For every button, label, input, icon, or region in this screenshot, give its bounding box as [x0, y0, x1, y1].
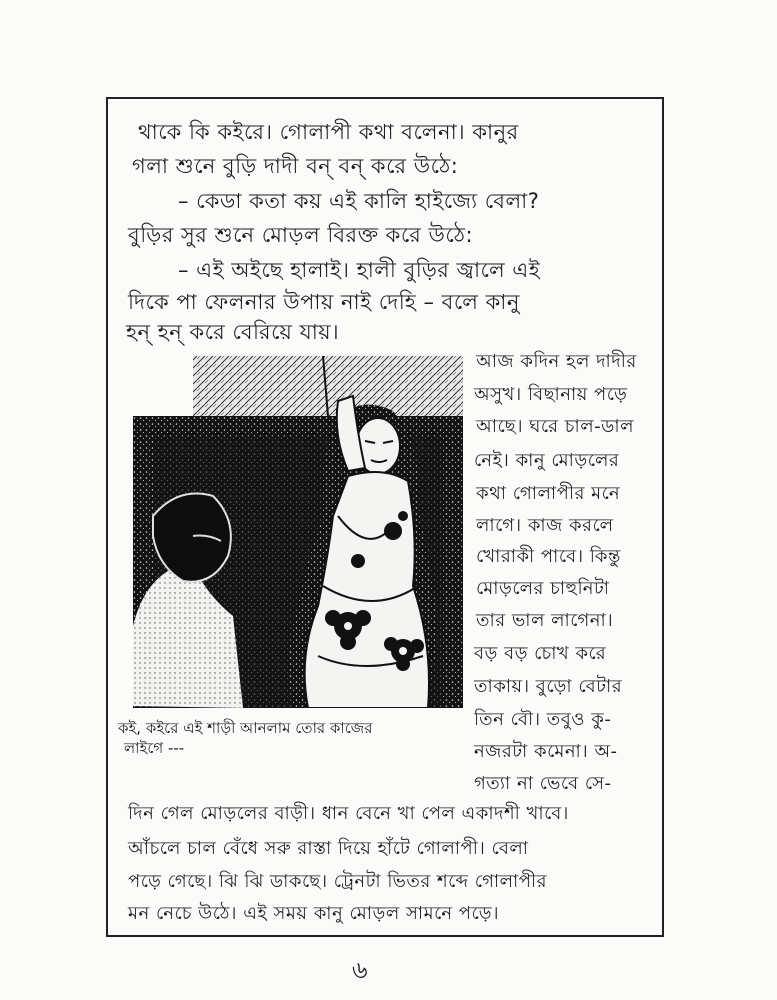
text-line-1: থাকে কি কইরে। গোলাপী কথা বলেনা। কানুর: [138, 120, 519, 144]
side-line-7: খোরাকী পাবে। কিন্তু: [476, 546, 621, 567]
side-line-12: তিন বৌ। তবুও কু-: [474, 709, 612, 730]
side-line-14: গত্যা না ভেবে সে-: [474, 773, 612, 794]
side-line-2: অসুখ। বিছানায় পড়ে: [474, 384, 628, 405]
side-line-11: তাকায়। বুড়ো বেটার: [474, 676, 623, 697]
text-line-3: – কেডা কতা কয় এই কালি হাইজ্যে বেলা?: [178, 189, 540, 213]
text-line-4: বুড়ির সুর শুনে মোড়ল বিরক্ত করে উঠে:: [128, 223, 474, 247]
bottom-line-2: আঁচলে চাল বেঁধে সরু রাস্তা দিয়ে হাঁটে গোলাপী। বেলা: [128, 838, 529, 859]
side-line-8: মোড়লের চাহুনিটা: [476, 578, 610, 599]
side-line-10: বড় বড় চোখ করে: [474, 643, 607, 664]
page-number: ৬: [352, 956, 368, 984]
side-line-9: তার ভাল লাগেনা।: [476, 610, 614, 631]
bottom-line-1: দিন গেল মোড়লের বাড়ী। ধান বেনে খা পেল একাদশী খাবে।: [128, 803, 569, 824]
side-line-4: নেই। কানু মোড়লের: [474, 450, 620, 471]
side-line-13: নজরটা কমেনা। অ-: [474, 741, 618, 762]
side-line-5: কথা গোলাপীর মনে: [476, 483, 621, 504]
text-line-5: – এই অইছে হালাই। হালী বুড়ির জ্বালে এই: [178, 258, 541, 282]
bottom-line-4: মন নেচে উঠে। এই সময় কানু মোড়ল সামনে পড়ে।: [128, 903, 500, 924]
text-line-6: দিকে পা ফেলনার উপায় নাই দেহি – বলে কানু: [128, 290, 520, 314]
side-line-1: আজ কদিন হল দাদীর: [476, 351, 637, 372]
bottom-line-3: পড়ে গেছে। ঝি ঝি ডাকছে। ট্রেনটা ভিতর শব্দে গোলাপীর: [128, 871, 548, 892]
caption-line-2: লাইগে ---: [124, 739, 185, 757]
text-line-2: গলা শুনে বুড়ি দাদী বন্ বন্ করে উঠে:: [132, 154, 459, 178]
story-illustration: [133, 356, 463, 708]
side-line-3: আছে। ঘরে চাল-ডাল: [476, 416, 634, 437]
text-line-7: হন্ হন্ করে বেরিয়ে যায়।: [126, 320, 340, 344]
caption-line-1: কই, কইরে এই শাড়ী আনলাম তোর কাজের: [118, 719, 373, 737]
illustration-caption: [118, 718, 464, 758]
side-line-6: লাগে। কাজ করলে: [476, 515, 614, 536]
